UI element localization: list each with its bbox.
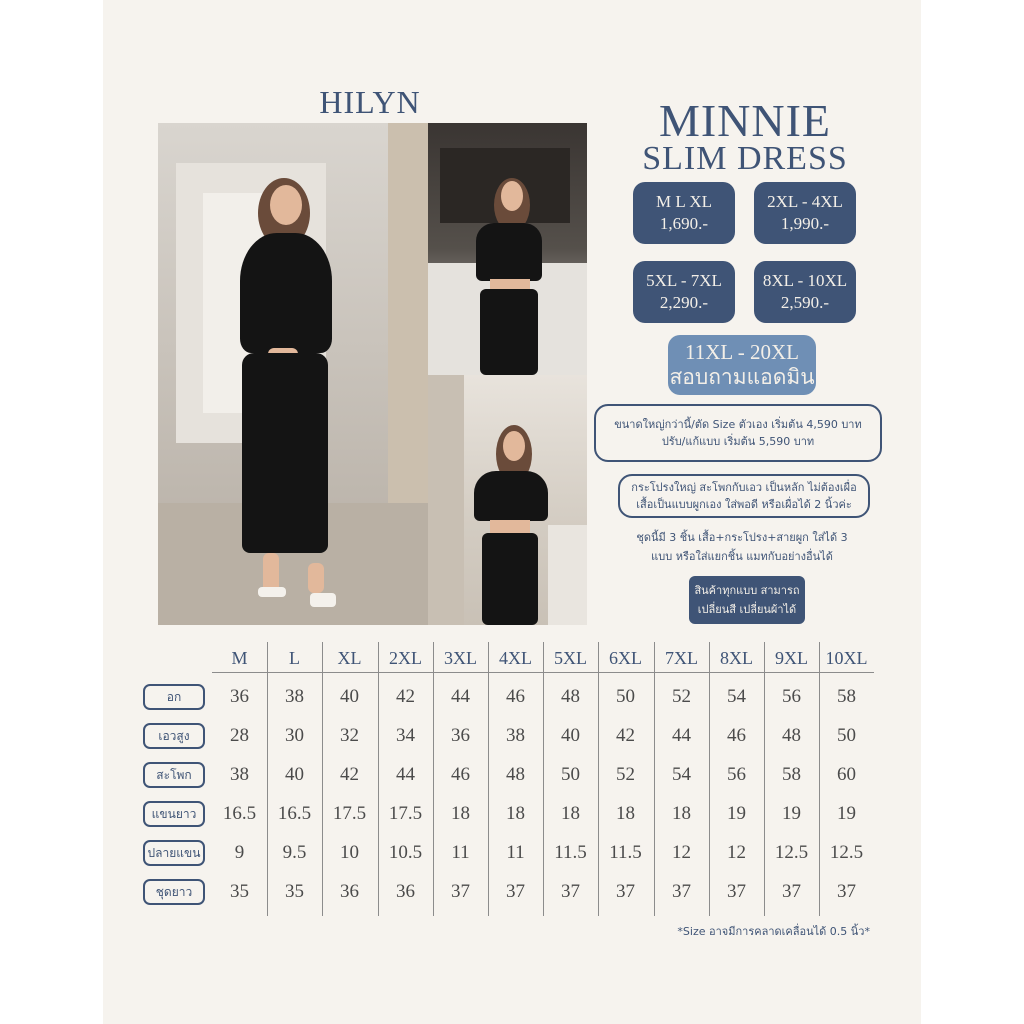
measurement-value: 12 — [672, 842, 691, 863]
size-column-header: 2XL — [389, 648, 422, 668]
measurement-value: 42 — [340, 764, 359, 785]
size-column-header: 6XL — [609, 648, 642, 668]
size-column-header: 8XL — [720, 648, 753, 668]
size-column-header: 4XL — [499, 648, 532, 668]
measurement-value: 11 — [451, 842, 470, 863]
measurement-value: 56 — [727, 764, 746, 785]
measurement-value: 36 — [451, 725, 470, 746]
fit-note — [618, 474, 870, 518]
note-line: เสื้อเป็นแบบผูกเอง ใส่พอดี หรือเผื่อได้ 2 นิ้วค่ะ — [636, 498, 852, 511]
measurement-value: 9.5 — [282, 842, 307, 863]
price-badge — [754, 182, 856, 244]
price-sizes: 5XL - 7XL — [646, 271, 722, 290]
price-sizes: 8XL - 10XL — [762, 271, 848, 290]
measurement-value: 50 — [561, 764, 580, 785]
size-column-header: 7XL — [665, 648, 698, 668]
measurement-value: 28 — [230, 725, 249, 746]
product-subtitle: SLIM DRESS — [642, 140, 848, 177]
price-badge-large-sizes — [668, 335, 816, 395]
price-sizes: 11XL - 20XL — [685, 340, 799, 364]
measurement-value: 52 — [672, 686, 691, 707]
product-title: MINNIE — [658, 95, 832, 146]
measurement-value: 10.5 — [388, 842, 423, 863]
measurement-value: 54 — [672, 764, 691, 785]
measurement-value: 19 — [727, 803, 746, 824]
measurement-value: 16.5 — [222, 803, 257, 824]
measurement-value: 44 — [396, 764, 415, 785]
measurement-value: 37 — [451, 881, 470, 902]
measurement-value: 48 — [506, 764, 525, 785]
measurement-value: 30 — [285, 725, 304, 746]
measurement-value: 38 — [285, 686, 304, 707]
price-value: 1,690.- — [659, 214, 709, 233]
price-sizes: M L XL — [655, 192, 713, 211]
measurement-value: 19 — [782, 803, 801, 824]
model-photo-bottom-right — [428, 375, 587, 625]
price-value: 2,590.- — [780, 293, 830, 312]
measurement-label: ชุดยาว — [143, 879, 205, 905]
measurement-value: 50 — [837, 725, 856, 746]
measurement-value: 44 — [451, 686, 470, 707]
measurement-value: 17.5 — [332, 803, 367, 824]
size-column-header: 3XL — [444, 648, 477, 668]
measurement-value: 56 — [782, 686, 801, 707]
measurement-value: 37 — [616, 881, 635, 902]
size-column-header: M — [231, 648, 248, 668]
measurement-value: 52 — [616, 764, 635, 785]
size-column-header: 10XL — [825, 648, 868, 668]
measurement-value: 58 — [837, 686, 856, 707]
measurement-value: 40 — [285, 764, 304, 785]
measurement-value: 18 — [561, 803, 580, 824]
measurement-value: 18 — [672, 803, 691, 824]
measurement-value: 18 — [506, 803, 525, 824]
model-photo-main — [158, 123, 428, 625]
brand-logo: HILYN — [319, 84, 421, 120]
price-sizes: 2XL - 4XL — [767, 192, 843, 211]
price-value: สอบถามแอดมิน — [669, 365, 815, 389]
measurement-value: 54 — [727, 686, 746, 707]
measurement-value: 37 — [506, 881, 525, 902]
measurement-value: 36 — [230, 686, 249, 707]
measurement-value: 34 — [396, 725, 415, 746]
price-value: 1,990.- — [780, 214, 830, 233]
measurement-value: 37 — [727, 881, 746, 902]
measurement-value: 36 — [396, 881, 415, 902]
price-badge — [754, 261, 856, 323]
note-line: แบบ หรือใส่แยกชิ้น แมทกับอย่างอื่นได้ — [651, 550, 833, 563]
price-value: 2,290.- — [659, 293, 709, 312]
price-badge — [633, 182, 735, 244]
measurement-value: 17.5 — [388, 803, 423, 824]
measurement-value: 18 — [451, 803, 470, 824]
measurement-value: 58 — [782, 764, 801, 785]
measurement-value: 40 — [561, 725, 580, 746]
measurement-value: 42 — [616, 725, 635, 746]
note-line: ปรับ/แก้แบบ เริ่มต้น 5,590 บาท — [661, 435, 815, 448]
note-line: เปลี่ยนสี เปลี่ยนผ้าได้ — [697, 603, 797, 616]
measurement-value: 11 — [506, 842, 525, 863]
measurement-label: ปลายแขน — [143, 840, 205, 866]
measurement-label: เอวสูง — [143, 723, 205, 749]
measurement-value: 36 — [340, 881, 359, 902]
measurement-label: อก — [143, 684, 205, 710]
model-photo-top-right — [428, 123, 587, 375]
custom-size-note — [594, 404, 882, 462]
measurement-value: 60 — [837, 764, 856, 785]
measurement-value: 40 — [340, 686, 359, 707]
measurement-label: สะโพก — [143, 762, 205, 788]
measurement-value: 35 — [230, 881, 249, 902]
measurement-value: 12.5 — [774, 842, 809, 863]
measurement-label: แขนยาว — [143, 801, 205, 827]
measurement-value: 44 — [672, 725, 691, 746]
measurement-value: 42 — [396, 686, 415, 707]
measurement-value: 32 — [340, 725, 359, 746]
measurement-value: 37 — [837, 881, 856, 902]
measurement-value: 37 — [561, 881, 580, 902]
measurement-value: 16.5 — [277, 803, 312, 824]
measurement-value: 18 — [616, 803, 635, 824]
measurement-value: 46 — [506, 686, 525, 707]
size-column-header: 9XL — [775, 648, 808, 668]
measurement-value: 35 — [285, 881, 304, 902]
measurement-value: 48 — [561, 686, 580, 707]
note-line: สินค้าทุกแบบ สามารถ — [694, 584, 800, 597]
measurement-value: 38 — [230, 764, 249, 785]
note-line: ขนาดใหญ่กว่านี้/ตัด Size ตัวเอง เริ่มต้น 4,590 บาท — [614, 418, 862, 431]
note-line: ชุดนี้มี 3 ชิ้น เสื้อ+กระโปรง+สายผูก ใส่ได้ 3 — [636, 531, 848, 544]
measurement-value: 11.5 — [554, 842, 587, 863]
measurement-value: 37 — [782, 881, 801, 902]
size-footnote: *Size อาจมีการคลาดเคลื่อนได้ 0.5 นิ้ว* — [677, 925, 870, 938]
size-column-header: L — [289, 648, 300, 668]
measurement-value: 37 — [672, 881, 691, 902]
measurement-value: 46 — [451, 764, 470, 785]
measurement-value: 12.5 — [829, 842, 864, 863]
size-column-header: XL — [337, 648, 362, 668]
color-change-badge — [689, 576, 805, 624]
measurement-value: 12 — [727, 842, 746, 863]
measurement-value: 50 — [616, 686, 635, 707]
size-column-header: 5XL — [554, 648, 587, 668]
measurement-value: 46 — [727, 725, 746, 746]
price-badge — [633, 261, 735, 323]
measurement-value: 10 — [340, 842, 359, 863]
measurement-value: 9 — [234, 842, 245, 863]
set-note — [606, 528, 878, 566]
note-line: กระโปรงใหญ่ สะโพกกับเอว เป็นหลัก ไม่ต้องเผื่อ — [631, 481, 857, 494]
measurement-value: 11.5 — [609, 842, 642, 863]
measurement-value: 38 — [506, 725, 525, 746]
measurement-value: 48 — [782, 725, 801, 746]
measurement-value: 19 — [837, 803, 856, 824]
